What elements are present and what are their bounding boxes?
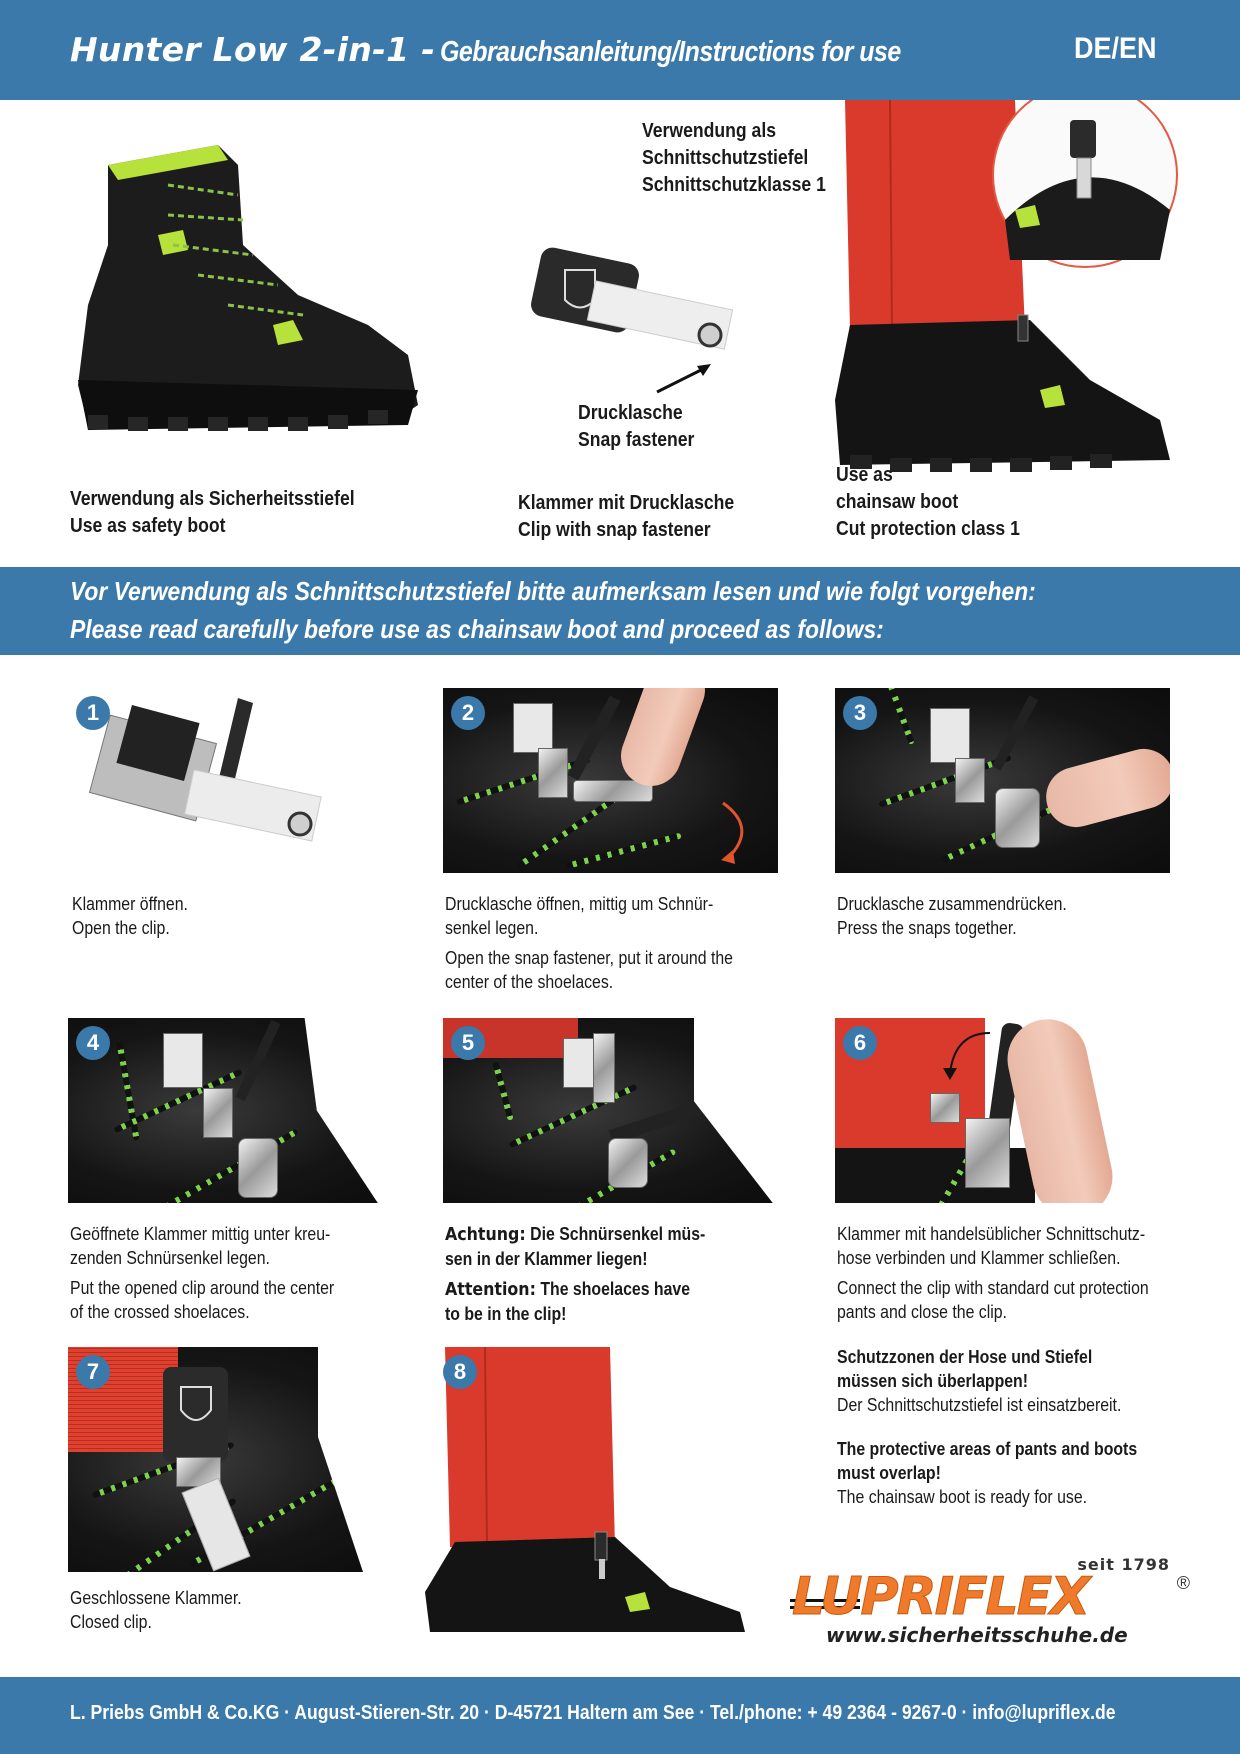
step-4-text	[70, 1222, 370, 1324]
step-5-text	[445, 1222, 741, 1326]
safety-boot-caption-de: Verwendung als Sicherheitsstiefel	[70, 488, 355, 510]
arrow-icon	[655, 360, 715, 395]
logo-since: seit 1798	[1077, 1555, 1170, 1574]
final-note-de-bold: Schutzzonen der Hose und Stiefel	[837, 1347, 1093, 1367]
step-number-badge: 1	[76, 696, 110, 730]
chainsaw-boot-photo	[830, 100, 1180, 480]
safety-boot-photo	[68, 125, 438, 455]
step-1-text	[72, 892, 204, 940]
product-name: Hunter Low 2-in-1 -	[70, 30, 436, 69]
step-number-badge: 2	[451, 696, 485, 730]
step-7-photo	[68, 1347, 393, 1572]
step-6-en: pants and close the clip.	[837, 1302, 1007, 1322]
step-6-photo	[835, 1018, 1170, 1203]
clip-icon	[520, 240, 770, 380]
step-2-text	[445, 892, 772, 994]
step-4-de: Geöffnete Klammer mittig unter kreu-	[70, 1224, 331, 1244]
logo-wordmark: LUPRIFLEX	[792, 1567, 1089, 1627]
step-3-text	[837, 892, 1098, 940]
chainsaw-boot-caption-line: Use as	[836, 464, 893, 486]
warning-label-de: Achtung:	[445, 1224, 526, 1245]
step-number-badge: 4	[76, 1026, 110, 1060]
final-note	[837, 1345, 1178, 1509]
language-codes: DE/EN	[1074, 32, 1157, 65]
final-note-de-bold: müssen sich überlappen!	[837, 1371, 1029, 1391]
chainsaw-boot-caption	[836, 462, 1045, 543]
chainsaw-boot-icon	[830, 100, 1180, 480]
chainsaw-boot-heading-line: Schnittschutzklasse 1	[642, 174, 826, 196]
clip-caption	[518, 490, 764, 544]
step-3-photo	[835, 688, 1170, 873]
final-note-en-bold: The protective areas of pants and boots	[837, 1439, 1138, 1459]
step-6-de: hose verbinden und Klammer schließen.	[837, 1248, 1121, 1268]
clip-photo	[520, 240, 770, 380]
step-2-de: senkel legen.	[445, 918, 539, 938]
step-6-text	[837, 1222, 1191, 1324]
step-number-badge: 5	[451, 1026, 485, 1060]
footer-band	[0, 1677, 1240, 1754]
notice-de: Vor Verwendung als Schnittschutzstiefel bitte aufmerksam lesen und wie folgt vorgehen:	[70, 576, 1036, 606]
open-clip-icon	[68, 688, 348, 868]
page-title	[70, 30, 1157, 69]
step-7-en: Closed clip.	[70, 1612, 152, 1632]
company-address: L. Priebs GmbH & Co.KG · August-Stieren-Str. 20 · D-45721 Haltern am See · Tel./phone: + 49 2364 - 9267-0 · info@lupriflex.de	[70, 1702, 1116, 1724]
step-4-de: zenden Schnürsenkel legen.	[70, 1248, 270, 1268]
step-3-en: Press the snaps together.	[837, 918, 1017, 938]
header-band	[0, 0, 1240, 100]
step-7-text	[70, 1586, 265, 1634]
step-1-en: Open the clip.	[72, 918, 170, 938]
chainsaw-boot-caption-line: Cut protection class 1	[836, 518, 1020, 540]
chainsaw-boot-heading-de	[642, 118, 851, 199]
final-note-en-bold: must overlap!	[837, 1463, 941, 1483]
curved-arrow-icon	[935, 1028, 995, 1088]
step-2-de: Drucklasche öffnen, mittig um Schnür-	[445, 894, 714, 914]
document-subtitle: Gebrauchsanleitung/Instructions for use	[439, 36, 901, 68]
lupriflex-logo	[790, 1555, 1190, 1650]
step-number-badge: 3	[843, 696, 877, 730]
safety-boot-caption	[70, 486, 393, 540]
step-5-en: to be in the clip!	[445, 1304, 567, 1324]
boot-with-pants-icon	[425, 1347, 755, 1632]
warning-label-en: Attention:	[445, 1279, 536, 1300]
step-4-photo	[68, 1018, 390, 1203]
final-note-de-text: Der Schnittschutzstiefel ist einsatzbereit.	[837, 1395, 1122, 1415]
step-2-en: Open the snap fastener, put it around the	[445, 948, 733, 968]
notice-band	[0, 567, 1240, 655]
shield-icon	[176, 1382, 216, 1432]
step-7-de: Geschlossene Klammer.	[70, 1588, 242, 1608]
notice-en: Please read carefully before use as chainsaw boot and proceed as follows:	[70, 614, 884, 644]
step-5-en: The shoelaces have	[540, 1279, 691, 1299]
step-2-photo	[443, 688, 778, 873]
chainsaw-boot-heading-line: Schnittschutzstiefel	[642, 147, 809, 169]
step-4-en: of the crossed shoelaces.	[70, 1302, 250, 1322]
step-1-de: Klammer öffnen.	[72, 894, 188, 914]
final-note-en-text: The chainsaw boot is ready for use.	[837, 1487, 1088, 1507]
step-5-photo	[443, 1018, 778, 1203]
step-5-de: sen in der Klammer liegen!	[445, 1249, 648, 1269]
chainsaw-boot-caption-line: chainsaw boot	[836, 491, 959, 513]
registered-mark-icon: ®	[1176, 1573, 1190, 1593]
clip-caption-en: Clip with snap fastener	[518, 519, 711, 541]
clip-caption-de: Klammer mit Drucklasche	[518, 492, 735, 514]
chainsaw-boot-heading-line: Verwendung als	[642, 120, 776, 142]
website-link[interactable]: www.sicherheitsschuhe.de	[826, 1623, 1128, 1647]
step-5-de: Die Schnürsenkel müs-	[530, 1224, 706, 1244]
step-3-de: Drucklasche zusammendrücken.	[837, 894, 1067, 914]
step-1-photo	[68, 688, 348, 868]
step-6-en: Connect the clip with standard cut protection	[837, 1278, 1149, 1298]
step-8-photo	[425, 1347, 755, 1632]
boot-icon	[68, 125, 438, 455]
rotate-arrow-icon	[703, 798, 763, 868]
snap-fastener-label-de: Drucklasche	[578, 402, 683, 424]
snap-fastener-label-en: Snap fastener	[578, 429, 695, 451]
step-2-en: center of the shoelaces.	[445, 972, 614, 992]
step-6-de: Klammer mit handelsüblicher Schnittschutz-	[837, 1224, 1146, 1244]
step-number-badge: 7	[76, 1355, 110, 1389]
step-5-de-line	[445, 1222, 705, 1247]
step-4-en: Put the opened clip around the center	[70, 1278, 335, 1298]
step-number-badge: 8	[443, 1355, 477, 1389]
snap-fastener-label	[578, 400, 710, 454]
step-number-badge: 6	[843, 1026, 877, 1060]
safety-boot-caption-en: Use as safety boot	[70, 515, 226, 537]
step-5-en-line	[445, 1277, 690, 1302]
